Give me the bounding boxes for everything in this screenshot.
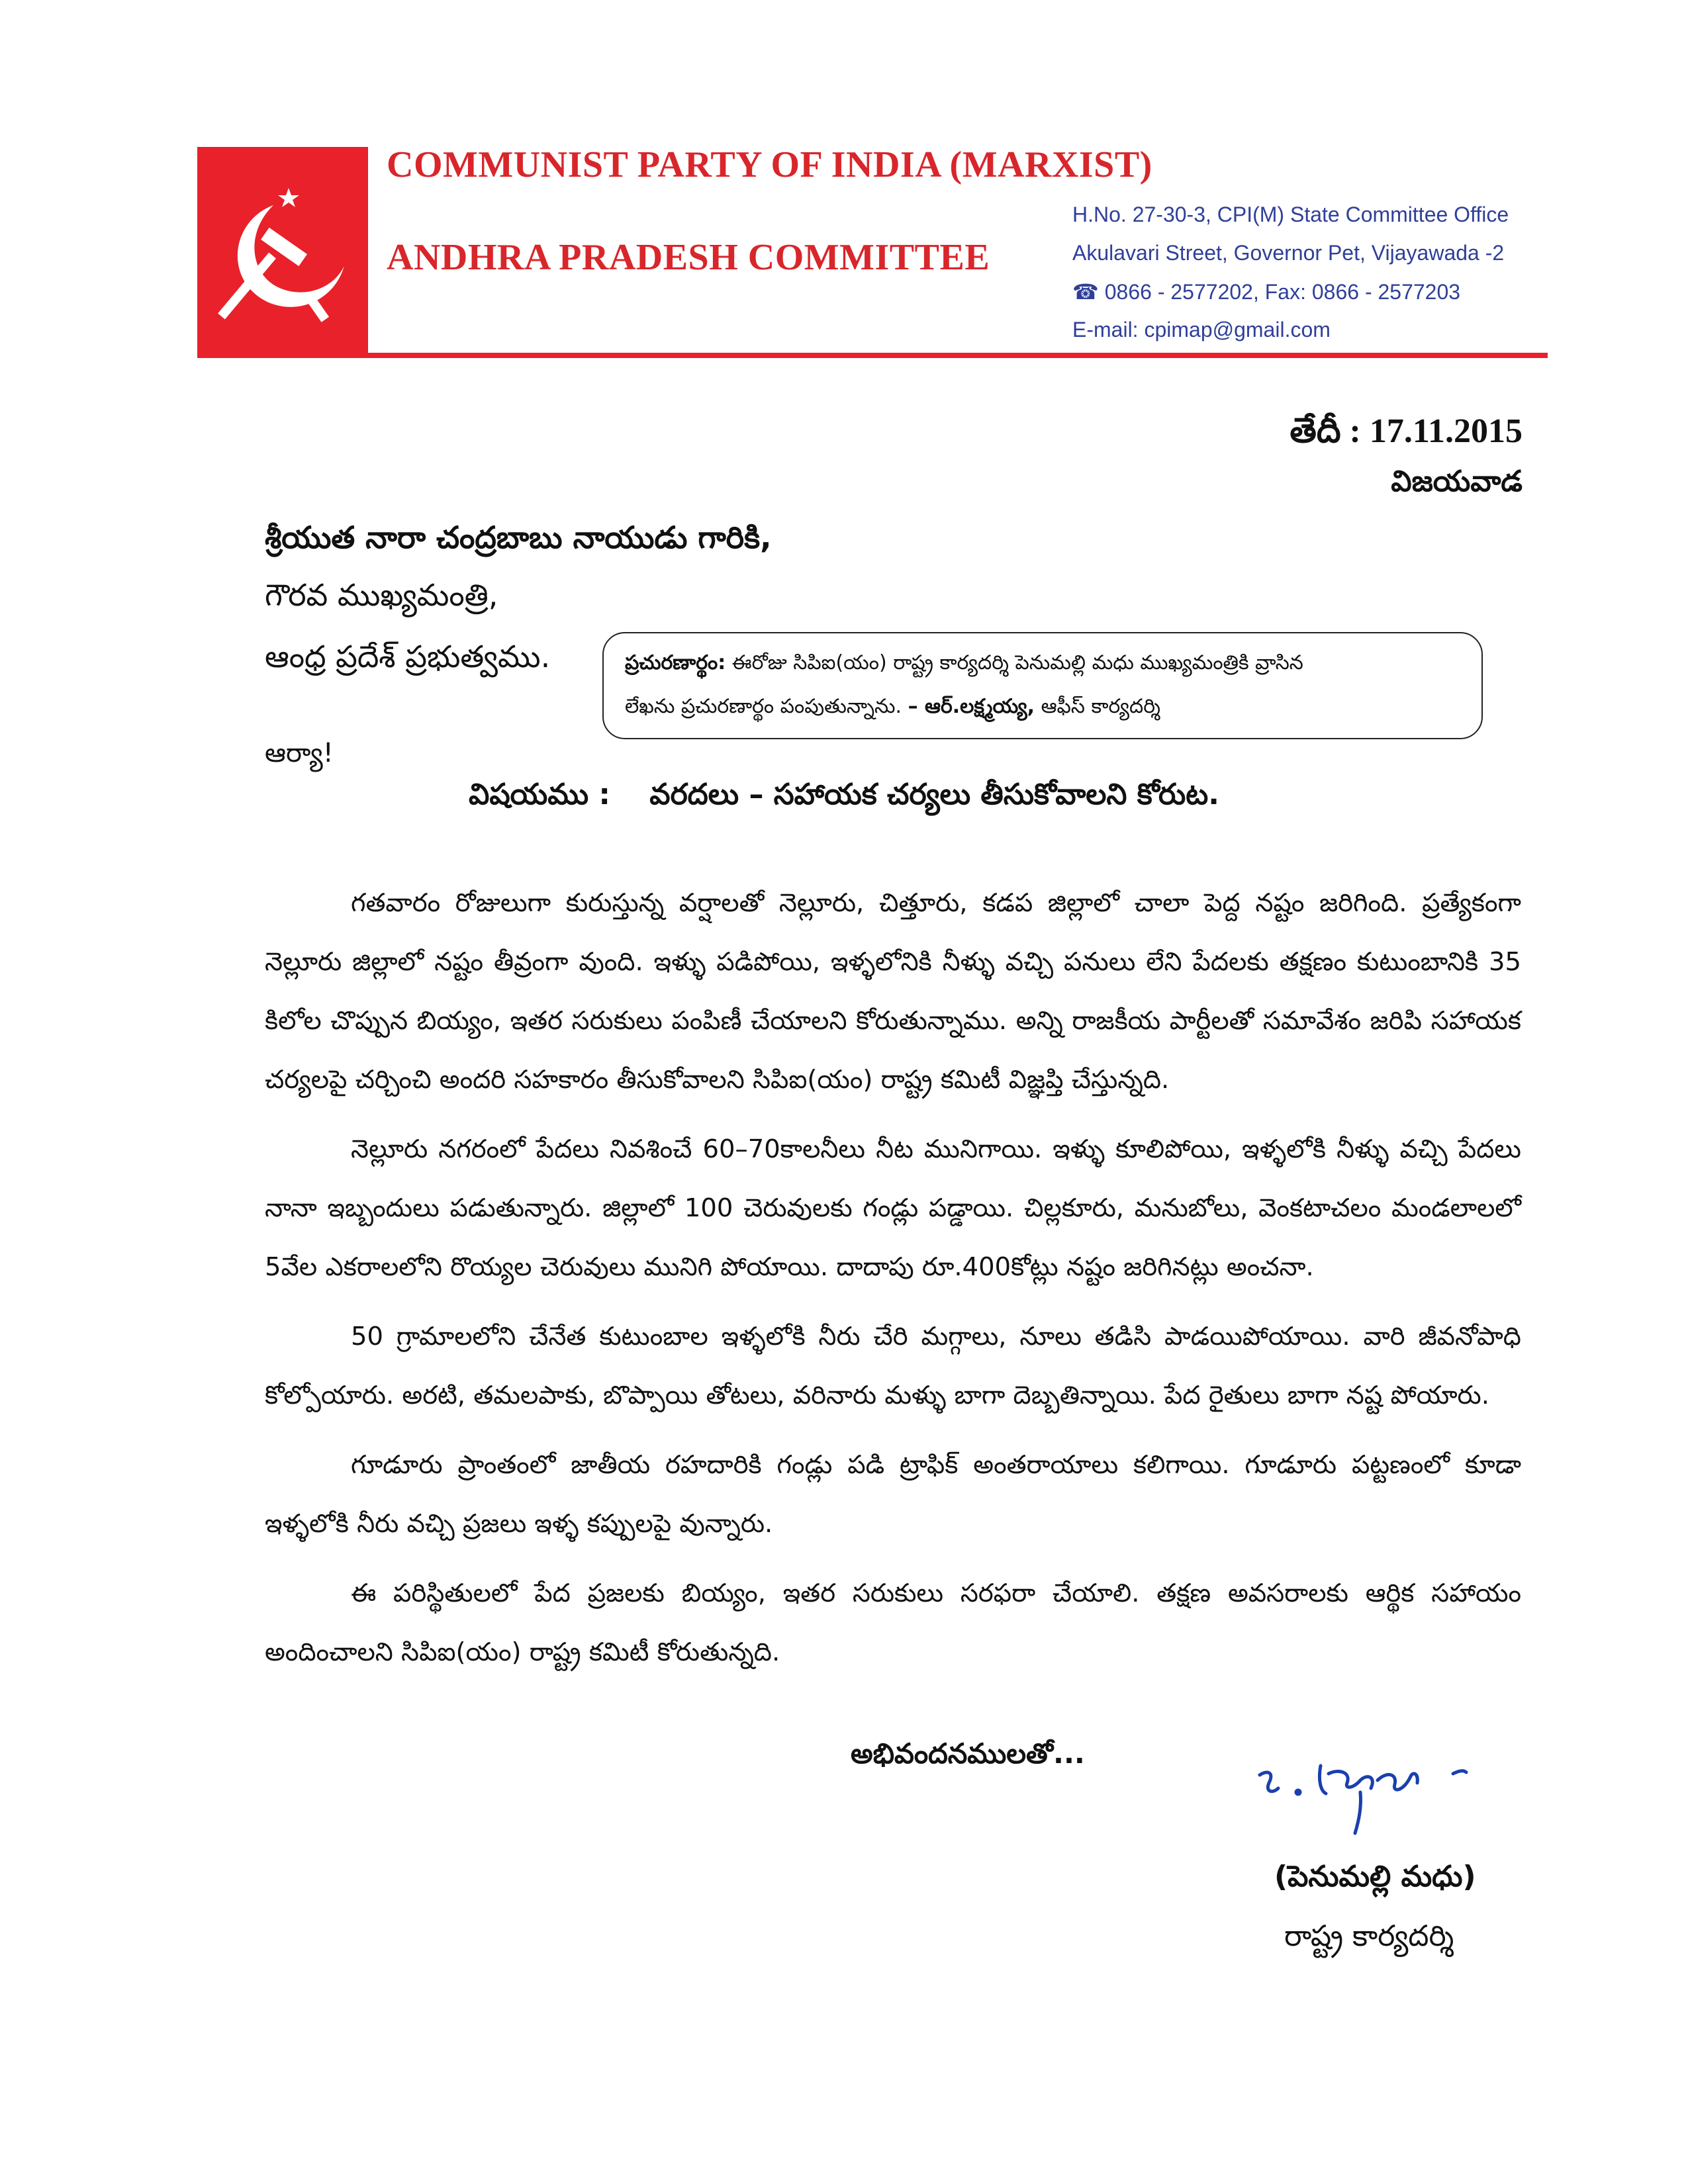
letter-place: విజయవాడ	[1391, 465, 1523, 498]
press-note-sender-role: ఆఫీస్ కార్యదర్శి	[1041, 695, 1160, 718]
date-separator: :	[1349, 412, 1361, 450]
phone-fax-line: ☎ 0866 - 2577202, Fax: 0866 - 2577203	[1072, 280, 1461, 304]
addressee-designation: గౌరవ ముఖ్యమంత్రి,	[265, 577, 498, 613]
salutation: ఆర్యా!	[265, 738, 334, 768]
letter-date	[1289, 412, 1523, 459]
signer-name: (పెనుమల్లి మధు)	[1274, 1860, 1476, 1893]
email-line: E-mail: cpimap@gmail.com	[1072, 318, 1331, 341]
office-address-line2: Akulavari Street, Governor Pet, Vijayawada -2	[1072, 241, 1505, 265]
body-paragraph: గతవారం రోజులుగా కురుస్తున్న వర్షాలతో నెల్లూరు, చిత్తూరు, కడప జిల్లాలో చాలా పెద్ద నష్టం జరిగింది. ప్రత్యేకంగా నెల్లూరు జిల్లాలో నష్టం తీవ్రంగా వుంది. ఇళ్ళు పడిపోయి, ఇళ్ళలోనికి నీళ్ళు వచ్చి పనులు లేని పేదలకు తక్షణం కుటుంబానికి 35 కిలోల చొప్పున బియ్యం, ఇతర సరుకులు పంపిణీ చేయాలని కోరుతున్నాము. అన్ని రాజకీయ పార్టీలతో సమావేశం జరిపి సహాయక చర్యలపై చర్చించి అందరి సహకారం తీసుకోవాలని సిపిఐ(యం) రాష్ట్ర కమిటీ విజ్ఞప్తి చేస్తున్నది.	[265, 888, 1521, 1095]
press-note-text2: లేఖను ప్రచురణార్థం పంపుతున్నాను.	[625, 695, 902, 718]
subject-label: విషయము :	[469, 778, 610, 811]
header-divider	[197, 353, 1548, 358]
letter-body	[265, 874, 1521, 1692]
subject-line	[0, 778, 1688, 819]
addressee-name: శ్రీయుత నారా చంద్రబాబు నాయుడు గారికి,	[265, 520, 772, 555]
press-note-text1: ఈరోజు సిపిఐ(యం) రాష్ట్ర కార్యదర్శి పెనుమల్లి మధు ముఖ్యమంత్రికి వ్రాసిన	[731, 651, 1303, 674]
handwritten-signature	[1254, 1754, 1532, 1856]
party-logo	[197, 147, 368, 357]
committee-name: ANDHRA PRADESH COMMITTEE	[387, 237, 990, 278]
body-paragraph: 50 గ్రామాలలోని చేనేత కుటుంబాల ఇళ్ళలోకి నీరు చేరి మగ్గాలు, నూలు తడిసి పాడయిపోయాయి. వారి జీవనోపాధి కోల్పోయారు. అరటి, తమలపాకు, బొప్పాయి తోటలు, వరినారు మళ్ళు బాగా దెబ్బతిన్నాయి. పేద రైతులు బాగా నష్ట పోయారు.	[265, 1322, 1521, 1410]
press-note-label: ప్రచురణార్థం:	[625, 651, 726, 674]
office-address-line1: H.No. 27-30-3, CPI(M) State Committee Office	[1072, 203, 1509, 226]
party-name: COMMUNIST PARTY OF INDIA (MARXIST)	[387, 144, 1152, 185]
press-note-line2	[625, 685, 1460, 729]
body-paragraph: గూడూరు ప్రాంతంలో జాతీయ రహదారికి గండ్లు పడి ట్రాఫిక్ అంతరాయాలు కలిగాయి. గూడూరు పట్టణంలో కూడా ఇళ్ళలోకి నీరు వచ్చి ప్రజలు ఇళ్ళ కప్పులపై వున్నారు.	[265, 1450, 1521, 1539]
addressee-government: ఆంధ్ర ప్రదేశ్ ప్రభుత్వము.	[265, 639, 551, 674]
press-note-line1	[625, 641, 1460, 685]
subject-text: వరదలు – సహాయక చర్యలు తీసుకోవాలని కోరుట.	[649, 778, 1219, 811]
date-label: తేదీ	[1289, 412, 1341, 450]
closing-phrase: అభివందనములతో...	[851, 1737, 1085, 1770]
body-paragraph: నెల్లూరు నగరంలో పేదలు నివశించే 60–70కాలనీలు నీట మునిగాయి. ఇళ్ళు కూలిపోయి, ఇళ్ళలోకి నీళ్ళు వచ్చి పేదలు నానా ఇబ్బందులు పడుతున్నారు. జిల్లాలో 100 చెరువులకు గండ్లు పడ్డాయి. చిల్లకూరు, మనుబోలు, వెంకటాచలం మండలాలలో 5వేల ఎకరాలలోని రొయ్యల చెరువులు మునిగి పోయాయి. దాదాపు రూ.400కోట్లు నష్టం జరిగినట్లు అంచనా.	[265, 1134, 1521, 1282]
signer-title: రాష్ట్ర కార్యదర్శి	[1284, 1919, 1454, 1953]
date-value: 17.11.2015	[1369, 412, 1523, 450]
press-note-sender: – ఆర్.లక్ష్మయ్య,	[908, 695, 1035, 718]
hammer-sickle-star-icon	[197, 147, 368, 357]
press-note-box	[602, 632, 1483, 739]
body-paragraph: ఈ పరిస్థితులలో పేద ప్రజలకు బియ్యం, ఇతర సరుకులు సరఫరా చేయాలి. తక్షణ అవసరాలకు ఆర్థిక సహాయం అందించాలని సిపిఐ(యం) రాష్ట్ర కమిటీ కోరుతున్నది.	[265, 1578, 1521, 1667]
